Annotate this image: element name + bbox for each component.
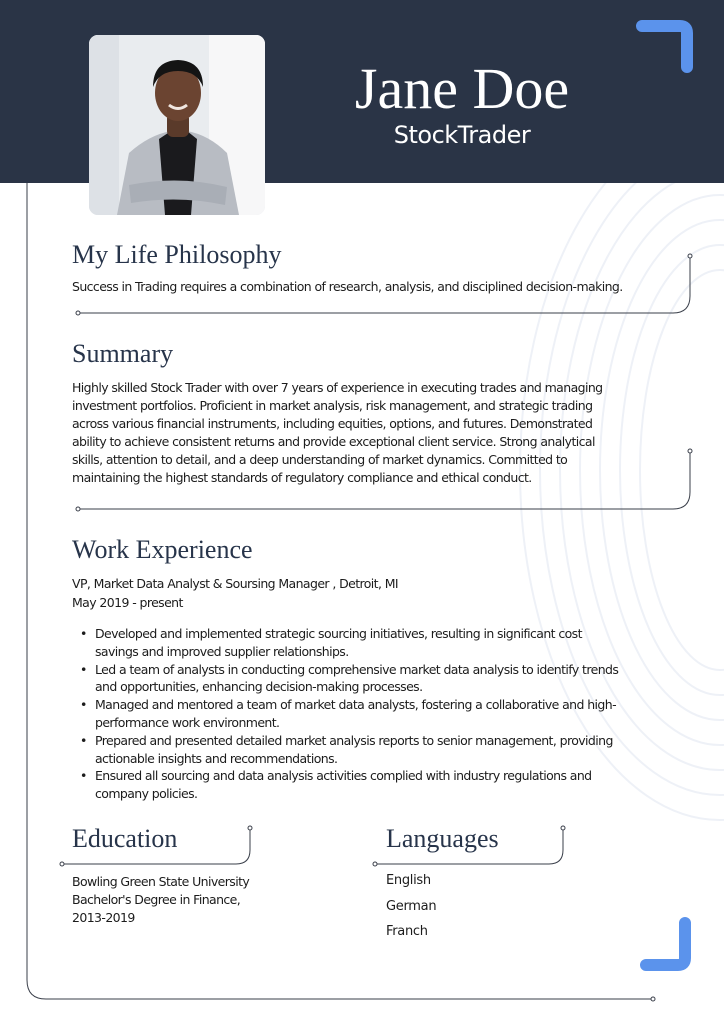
job-title: VP, Market Data Analyst & Soursing Manager , Detroit, MI xyxy=(72,576,399,591)
summary-line: ability to achieve consistent returns and provide exceptional client service. Strong analytical xyxy=(72,434,595,449)
summary-line: Highly skilled Stock Trader with over 7 years of experience in executing trades and managing xyxy=(72,380,603,395)
experience-bullet-list xyxy=(78,625,658,803)
bullet-icon: • xyxy=(80,768,87,784)
summary-line: across various financial instruments, including equities, options, and futures. Demonstrated xyxy=(72,416,593,431)
candidate-title: StockTrader xyxy=(393,121,531,149)
education-school: Bowling Green State University xyxy=(72,874,250,889)
summary-heading: Summary xyxy=(72,339,174,368)
education-details xyxy=(72,873,249,927)
list-item: • Prepared and presented detailed market analysis reports to senior management, providing actionable insights and recommendations. xyxy=(80,732,613,766)
language-item: English xyxy=(386,873,431,888)
bullet-icon: • xyxy=(80,626,87,641)
list-item: • Led a team of analysts in conducting comprehensive market data analysis to identify trends and opportunities, enhancing decision-making processes. xyxy=(80,661,619,695)
list-item: • Developed and implemented strategic sourcing initiatives, resulting in significant cost savings and improved supplier relationships. xyxy=(80,626,582,659)
bullet-icon: • xyxy=(80,697,87,713)
job-dates: May 2019 - present xyxy=(72,595,183,610)
summary-line: investment portfolios. Proficient in market analysis, risk management, and strategic trading xyxy=(72,398,593,413)
education-degree: Bachelor's Degree in Finance, xyxy=(72,892,241,907)
bullet-icon: • xyxy=(80,661,87,677)
list-item: • Managed and mentored a team of market data analysts, fostering a collaborative and high- performance work environment. xyxy=(80,697,616,730)
philosophy-heading: My Life Philosophy xyxy=(72,240,282,269)
philosophy-text: Success in Trading requires a combination of research, analysis, and disciplined decision-making. xyxy=(72,279,623,294)
education-heading: Education xyxy=(72,824,178,853)
education-years: 2013-2019 xyxy=(72,910,135,925)
languages-list xyxy=(386,873,436,950)
languages-heading: Languages xyxy=(386,824,499,853)
list-item: • Ensured all sourcing and data analysis activities complied with industry regulations and company policies. xyxy=(80,768,592,802)
summary-line: maintaining the highest standards of regulatory compliance and ethical conduct. xyxy=(72,470,532,485)
language-item: Franch xyxy=(386,924,428,939)
summary-text xyxy=(72,379,603,487)
language-item: German xyxy=(386,898,437,914)
summary-line: skills, attention to detail, and a deep understanding of market dynamics. Committed to xyxy=(72,452,568,467)
experience-heading: Work Experience xyxy=(72,535,253,564)
bullet-icon: • xyxy=(80,732,87,748)
candidate-name: Jane Doe xyxy=(354,56,570,121)
